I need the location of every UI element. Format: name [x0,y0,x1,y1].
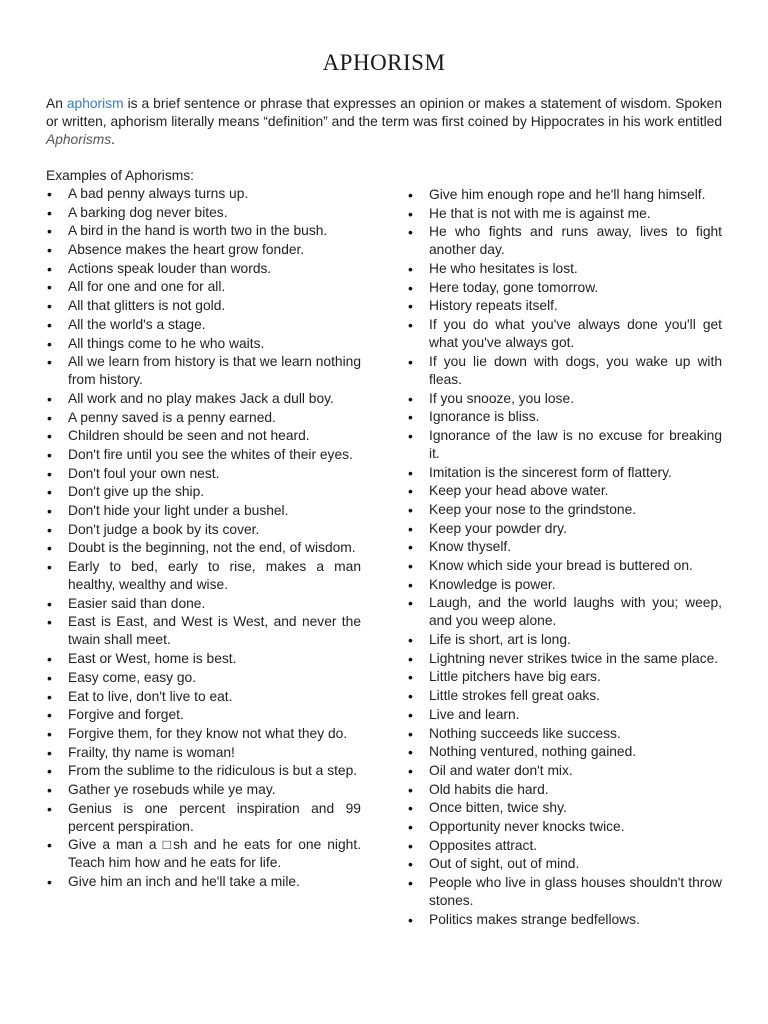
list-item: • Children should be seen and not heard. [46,427,361,445]
list-item: • Don't give up the ship. [46,483,361,501]
list-item: • Ignorance of the law is no excuse for breaking it. [407,427,722,463]
list-item: • Opposites attract. [407,837,722,855]
list-item: • Early to bed, early to rise, makes a man healthy, wealthy and wise. [46,558,361,594]
list-item: • If you snooze, you lose. [407,390,722,408]
list-item: • From the sublime to the ridiculous is but a step. [46,762,361,780]
list-item: • Ignorance is bliss. [407,408,722,426]
list-item: • Once bitten, twice shy. [407,799,722,817]
list-item: • Here today, gone tomorrow. [407,279,722,297]
list-item: • A penny saved is a penny earned. [46,409,361,427]
list-item: • Imitation is the sincerest form of flattery. [407,464,722,482]
left-aphorism-list [46,185,361,929]
list-item: • Forgive them, for they know not what they do. [46,725,361,743]
list-item: • Keep your nose to the grindstone. [407,501,722,519]
list-item: • Give him enough rope and he'll hang himself. [407,186,722,204]
list-item: • Opportunity never knocks twice. [407,818,722,836]
list-item: • East is East, and West is West, and never the twain shall meet. [46,613,361,649]
intro-body: is a brief sentence or phrase that expresses an opinion or makes a statement of wisdom. Spoken or written, aphorism literally means “definition” and the term was first coined by Hippocrates in his work entitled [46,96,722,129]
list-item: • Gather ye rosebuds while ye may. [46,781,361,799]
list-item: • Little pitchers have big ears. [407,668,722,686]
list-item: • Oil and water don't mix. [407,762,722,780]
list-item: • Out of sight, out of mind. [407,855,722,873]
list-item: • A barking dog never bites. [46,204,361,222]
aphorism-columns [46,185,722,929]
list-item: • Little strokes fell great oaks. [407,687,722,705]
list-item: • Forgive and forget. [46,706,361,724]
list-item: • Know which side your bread is buttered on. [407,557,722,575]
list-item: • If you lie down with dogs, you wake up with fleas. [407,353,722,389]
list-item: • Don't judge a book by its cover. [46,521,361,539]
list-item: • A bad penny always turns up. [46,185,361,203]
list-item: • People who live in glass houses shouldn't throw stones. [407,874,722,910]
list-item: • Keep your head above water. [407,482,722,500]
list-item: • Life is short, art is long. [407,631,722,649]
list-item: • Doubt is the beginning, not the end, of wisdom. [46,539,361,557]
list-item: • Live and learn. [407,706,722,724]
aphorism-link[interactable]: aphorism [66,96,124,111]
list-item: • All work and no play makes Jack a dull boy. [46,390,361,408]
list-item: • He who fights and runs away, lives to fight another day. [407,223,722,259]
list-item: • East or West, home is best. [46,650,361,668]
list-item: • He that is not with me is against me. [407,205,722,223]
intro-work-title: Aphorisms [46,132,112,147]
list-item: • Easier said than done. [46,595,361,613]
list-item: • All for one and one for all. [46,278,361,296]
list-item: • Laugh, and the world laughs with you; weep, and you weep alone. [407,594,722,630]
list-item: • All the world's a stage. [46,316,361,334]
list-item: • All things come to he who waits. [46,335,361,353]
examples-heading: Examples of Aphorisms: [46,168,194,183]
list-item: • All we learn from history is that we learn nothing from history. [46,353,361,389]
intro-end: . [111,132,116,147]
page-title: APHORISM [322,50,446,75]
list-item: • Old habits die hard. [407,781,722,799]
list-item: • Politics makes strange bedfellows. [407,911,722,929]
list-item: • If you do what you've always done you'll get what you've always got. [407,316,722,352]
list-item: • He who hesitates is lost. [407,260,722,278]
list-item: • Know thyself. [407,538,722,556]
list-item: • Eat to live, don't live to eat. [46,688,361,706]
list-item: • Actions speak louder than words. [46,260,361,278]
list-item: • Lightning never strikes twice in the same place. [407,650,722,668]
list-item: • Frailty, thy name is woman! [46,744,361,762]
list-item: • Don't foul your own nest. [46,465,361,483]
list-item: • Give him an inch and he'll take a mile. [46,873,361,891]
list-item: • Don't fire until you see the whites of their eyes. [46,446,361,464]
list-item: • Absence makes the heart grow fonder. [46,241,361,259]
list-item: • Knowledge is power. [407,576,722,594]
list-item: • Give a man a □sh and he eats for one night. Teach him how and he eats for life. [46,836,361,872]
intro-lead: An [46,96,67,111]
list-item: • Easy come, easy go. [46,669,361,687]
list-item: • History repeats itself. [407,297,722,315]
right-aphorism-list [407,186,722,929]
list-item: • All that glitters is not gold. [46,297,361,315]
intro-paragraph [46,95,722,149]
list-item: • Don't hide your light under a bushel. [46,502,361,520]
list-item: • Genius is one percent inspiration and 99 percent perspiration. [46,800,361,836]
list-item: • Nothing ventured, nothing gained. [407,743,722,761]
list-item: • A bird in the hand is worth two in the bush. [46,222,361,240]
list-item: • Keep your powder dry. [407,520,722,538]
list-item: • Nothing succeeds like success. [407,725,722,743]
